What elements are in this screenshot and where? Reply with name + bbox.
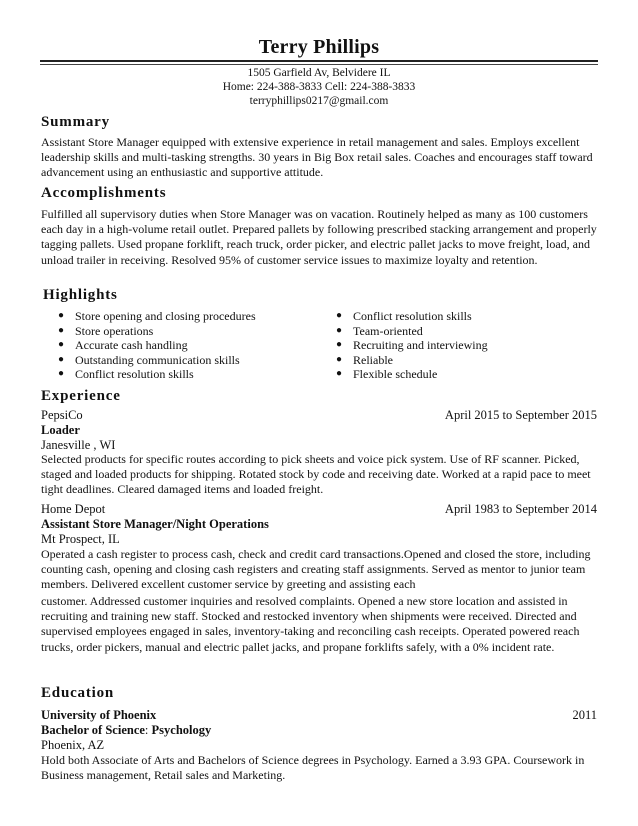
education-degree	[41, 723, 597, 738]
job-header-row	[41, 408, 597, 423]
highlights-right-list	[336, 309, 576, 382]
highlights-left-list	[58, 309, 318, 382]
contact-address: 1505 Garfield Av, Belvidere IL	[247, 67, 391, 79]
candidate-name: Terry Phillips	[258, 36, 380, 58]
highlight-item: ● Recruiting and interviewing	[336, 338, 576, 353]
degree-label: Bachelor of Science	[41, 723, 145, 737]
job-title: Loader	[41, 423, 80, 437]
highlight-item: ● Flexible schedule	[336, 367, 576, 382]
education-location: Phoenix, AZ	[41, 738, 105, 752]
highlights-heading: Highlights	[43, 287, 118, 303]
highlight-item: ● Conflict resolution skills	[336, 309, 576, 324]
job-description-continued: customer. Addressed customer inquiries and resolved complaints. Opened a new store location and assisted in recruiting and training new staff. Stocked and restocked inventory when shipments were received. Directed and supervised employees engaged in sales, inventory-taking and reconciling cash receipts. Operated powered reach trucks, order pickers, manual and electric pallet jacks, and propane forklifts safely, with a 0% incident rate.	[41, 594, 580, 654]
job-dates: April 2015 to September 2015	[444, 408, 597, 422]
job-location: Janesville , WI	[41, 438, 116, 452]
highlight-item: ● Team-oriented	[336, 324, 576, 339]
summary-text: Assistant Store Manager equipped with extensive experience in retail management and sales. Employs excellent leadership skills and multi-tasking strengths. 30 years in Big Box retail sales. Coaches and encourages staff toward advancement using an enthusiastic and supportive attitude.	[41, 135, 593, 180]
highlight-item: ● Reliable	[336, 353, 576, 368]
experience-heading: Experience	[41, 388, 121, 404]
job-dates: April 1983 to September 2014	[444, 502, 597, 516]
education-year: 2011	[572, 708, 597, 722]
job-description: Selected products for specific routes according to pick sheets and voice pick system. Use of RF scanner. Picked, staged and loaded products for shipping. Rotated stock by code and receiving date. Worked at a rapid pace to meet tight deadlines. Cleared damaged items and loaded freight.	[41, 452, 591, 497]
accomplishments-text: Fulfilled all supervisory duties when Store Manager was on vacation. Routinely helped as many as 100 customers each day in a high-volume retail outlet. Prepared pallets by following prescribed stacking arrangement and properly tagging pallets. Used propane forklift, reach truck, order picker, and electric pallet jacks to move freight, load, and unload trailer in receiving. Resolved 95% of customer service issues to maximize loyalty and retention.	[41, 207, 597, 267]
job-title: Assistant Store Manager/Night Operations	[41, 517, 269, 531]
highlight-item: ● Outstanding communication skills	[58, 353, 318, 368]
highlight-item: ● Conflict resolution skills	[58, 367, 318, 382]
education-heading: Education	[41, 685, 115, 701]
education-description: Hold both Associate of Arts and Bachelors of Science degrees in Psychology. Earned a 3.93 GPA. Coursework in Business management, Retail sales and Marketing.	[41, 753, 585, 783]
header-rule-thick	[40, 60, 598, 62]
highlight-item: ● Store operations	[58, 324, 318, 339]
header-rule-thin	[40, 64, 598, 65]
contact-email: terryphillips0217@gmail.com	[249, 95, 389, 107]
degree-field: Psychology	[151, 723, 212, 737]
job-description: Operated a cash register to process cash, check and credit card transactions.Opened and closed the store, including counting cash, opening and closing cash registers and creating staff assignments. Served as mentor to junior team members. Delivered excellent customer service by greeting and assisting each	[41, 547, 591, 592]
education-header-row	[41, 708, 597, 723]
highlight-item: ● Store opening and closing procedures	[58, 309, 318, 324]
job-company: PepsiCo	[41, 408, 83, 422]
degree-separator: :	[144, 723, 152, 737]
contact-phones: Home: 224-388-3833 Cell: 224-388-3833	[222, 81, 416, 93]
job-company: Home Depot	[41, 502, 106, 516]
summary-heading: Summary	[41, 114, 110, 130]
accomplishments-heading: Accomplishments	[41, 185, 167, 201]
job-header-row	[41, 502, 597, 517]
highlight-item: ● Accurate cash handling	[58, 338, 318, 353]
job-location: Mt Prospect, IL	[41, 532, 120, 546]
education-school: University of Phoenix	[41, 708, 157, 722]
